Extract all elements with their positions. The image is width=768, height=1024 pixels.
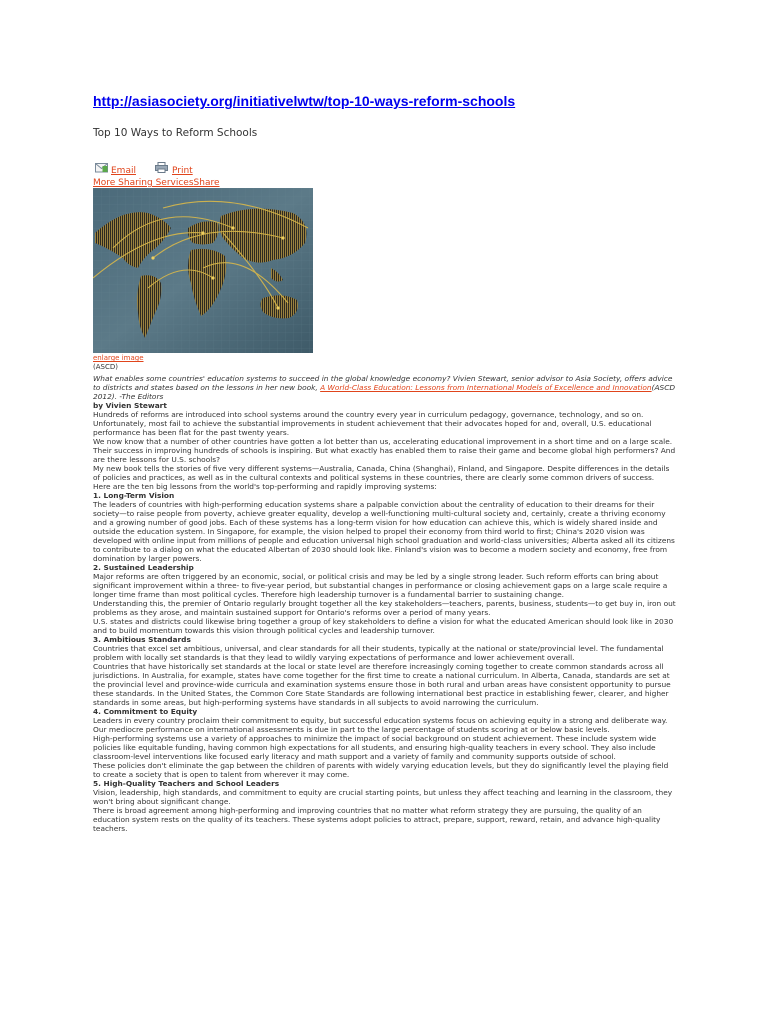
paragraph: Leaders in every country proclaim their commitment to equity, but successful education systems focus on achieving equity in a strong and deliberate way. <box>93 716 668 725</box>
paragraph: Here are the ten big lessons from the world's top-performing and rapidly improving systems: <box>93 482 437 491</box>
book-link[interactable]: A World-Class Education: Lessons from International Models of Excellence and Innovation <box>320 383 652 392</box>
paragraph: High-performing systems use a variety of approaches to minimize the impact of social background on student achievement. These include system wide policies like equitable funding, having common high expectations for all students, and ensuring high-quality teachers in every school. They also include classroom-level interventions like focused early literacy and math support and a variety of family and community supports outside of school. <box>93 734 657 761</box>
paragraph: Major reforms are often triggered by an economic, social, or political crisis and may be led by a single strong leader. Such reform efforts can bring about significant improvement within a three- to five-year period, but substantial changes in performance or closing achievement gaps on a large scale require a longer time frame than most political cycles. Therefore high leadership turnover is a fundamental barrier to sustaining change. <box>93 572 668 599</box>
paragraph: The leaders of countries with high-performing education systems share a palpable conviction about the centrality of education to their dreams for their society—to raise people from poverty, achieve greater equality, develop a well-functioning multi-cultural society and, certainly, create a thriving economy and a growing number of good jobs. Each of these systems has a long-term vision for how education can achieve this, which is widely shared inside and outside the education system. In Singapore, for example, the vision helped to propel their economy from third world to first; China's 2020 vision was developed with online input from millions of people and education universal high school graduation and world-class universities; Alberta asked all its citizens to contribute to a dialog on what the educated Albertan of 2030 should look like. Finland's vision was to become a modern society and economy, free from domination by larger powers. <box>93 500 675 563</box>
byline: by Vivien Stewart <box>93 401 167 410</box>
paragraph: Hundreds of reforms are introduced into school systems around the country every year in curriculum pedagogy, governance, technology, and so on. Unfortunately, most fail to achieve the substantial improvements in student achievement that their advocates hoped for and, overall, U.S. educational performance has been flat for the past twenty years. <box>93 410 652 437</box>
share-link[interactable]: Share <box>193 178 220 188</box>
intro-paragraph: What enables some countries' education systems to succeed in the global knowledge economy? Vivien Stewart, senior advisor to Asia Society, offers advice to districts and states based on the lessons in her new book, A World-Class Education: Lessons from International Models of Excellence and Innovation(ASCD 2012). -The Editors <box>93 374 676 401</box>
paragraph: My new book tells the stories of five very different systems—Australia, Canada, China (Shanghai), Finland, and Singapore. Despite differences in the details of policies and practices, as well as in the cultural contexts and political systems in these countries, there are clearly some common drivers of success. <box>93 464 670 482</box>
email-link[interactable]: Email <box>111 166 136 176</box>
image-credit: (ASCD) <box>93 363 118 371</box>
article-body <box>93 374 676 833</box>
paragraph: Countries that have historically set standards at the local or state level are therefore increasingly coming together to create common standards across all jurisdictions. In Australia, for example, states have come together for the first time to create a national curriculum. In Alberta, Canada, standards are set at the provincial level and province-wide curricula and examination systems ensure those in both rural and urban areas have consistent opportunity to pursue these standards. In the United States, the Common Core State Standards are following international best practice in establishing fewer, clearer, and higher standards in some areas, but high-performing systems have standards in all subjects to avoid narrowing the curriculum. <box>93 662 671 707</box>
print-icon[interactable] <box>155 162 168 173</box>
email-icon[interactable] <box>95 162 108 173</box>
section-heading: 3. Ambitious Standards <box>93 635 191 644</box>
paragraph: We now know that a number of other countries have gotten a lot better than us, accelerating educational improvement in a short time and on a large scale. Their success in improving hundreds of schools is inspiring. But what exactly has enabled them to raise their game and become global high performers? And are there lessons for U.S. schools? <box>93 437 676 464</box>
paragraph: U.S. states and districts could likewise bring together a group of key stakeholders to define a vision for what the educated American should look like in 2030 and to build momentum towards this vision through political cycles and leadership turnover. <box>93 617 674 635</box>
paragraph: Our mediocre performance on international assessments is due in part to the large percentage of students scoring at or below basic levels. <box>93 725 610 734</box>
enlarge-image-link[interactable]: enlarge image <box>93 354 144 362</box>
paragraph: These policies don't eliminate the gap between the children of parents with widely varying education levels, but they do significantly level the playing field to create a society that is open to talent from wherever it may come. <box>93 761 669 779</box>
world-map-image <box>93 188 313 353</box>
more-sharing-link[interactable]: More Sharing Services <box>93 178 194 188</box>
section-heading: 2. Sustained Leadership <box>93 563 194 572</box>
paragraph: There is broad agreement among high-performing and improving countries that no matter what reform strategy they are pursuing, the quality of an education system rests on the quality of its teachers. These systems adopt policies to attract, prepare, support, reward, retain, and advance high-quality teachers. <box>93 806 661 833</box>
page-title: Top 10 Ways to Reform Schools <box>93 127 258 139</box>
print-link[interactable]: Print <box>172 166 193 176</box>
image-caption <box>93 354 144 372</box>
paragraph: Understanding this, the premier of Ontario regularly brought together all the key stakeholders—teachers, parents, business, students—to get buy in, iron out problems as they arose, and maintain sustained support for Ontario's reforms over a period of many years. <box>93 599 676 617</box>
paragraph: Vision, leadership, high standards, and commitment to equity are crucial starting points, but unless they affect teaching and learning in the classroom, they won't bring about significant change. <box>93 788 673 806</box>
source-url-link[interactable]: http://asiasociety.org/initiativelwtw/top-10-ways-reform-schools <box>93 93 516 109</box>
paragraph: Countries that excel set ambitious, universal, and clear standards for all their students, typically at the national or state/provincial level. The fundamental problem with locally set standards is that they lead to wildly varying expectations of performance and lower achievement overall. <box>93 644 664 662</box>
section-heading: 1. Long-Term Vision <box>93 491 175 500</box>
section-heading: 4. Commitment to Equity <box>93 707 198 716</box>
section-heading: 5. High-Quality Teachers and School Leaders <box>93 779 280 788</box>
share-toolbar <box>93 162 220 189</box>
